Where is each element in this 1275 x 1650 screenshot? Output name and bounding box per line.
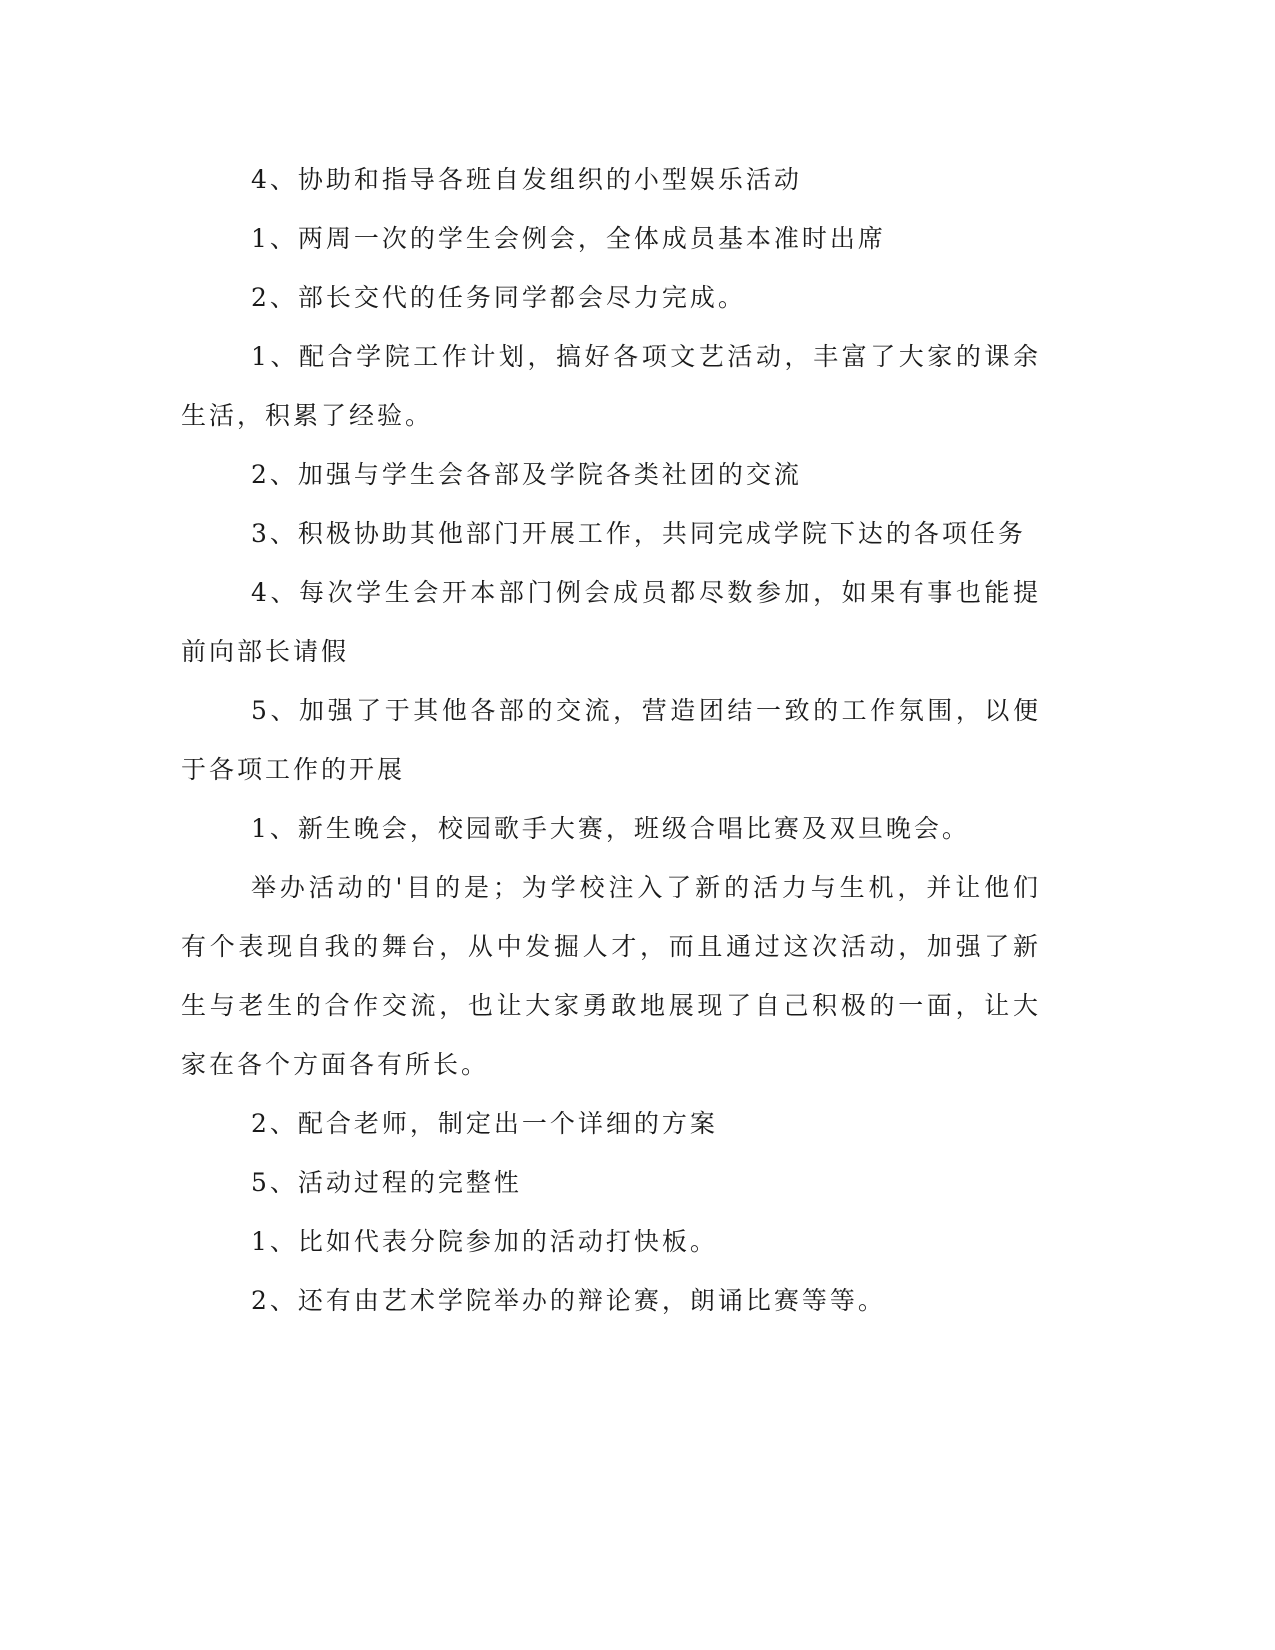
paragraph: 1、配合学院工作计划，搞好各项文艺活动，丰富了大家的课余生活，积累了经验。: [181, 342, 1041, 430]
document-body: [181, 150, 1041, 1330]
paragraph: 1、新生晚会，校园歌手大赛，班级合唱比赛及双旦晚会。: [251, 814, 970, 843]
paragraph: 3、积极协助其他部门开展工作，共同完成学院下达的各项任务: [251, 519, 1026, 548]
paragraph: 4、每次学生会开本部门例会成员都尽数参加，如果有事也能提前向部长请假: [181, 578, 1041, 666]
paragraph: 举办活动的'目的是；为学校注入了新的活力与生机，并让他们有个表现自我的舞台，从中发掘人才，而且通过这次活动，加强了新生与老生的合作交流，也让大家勇敢地展现了自己积极的一面，让大家在各个方面各有所长。: [181, 873, 1042, 1079]
paragraph: 5、加强了于其他各部的交流，营造团结一致的工作氛围，以便于各项工作的开展: [181, 696, 1041, 784]
paragraph: 5、活动过程的完整性: [251, 1168, 522, 1197]
paragraph: 2、还有由艺术学院举办的辩论赛，朗诵比赛等等。: [251, 1286, 886, 1315]
paragraph: 2、加强与学生会各部及学院各类社团的交流: [251, 460, 802, 489]
paragraph: 2、配合老师，制定出一个详细的方案: [251, 1109, 718, 1138]
paragraph: 1、两周一次的学生会例会，全体成员基本准时出席: [251, 224, 886, 253]
paragraph: 2、部长交代的任务同学都会尽力完成。: [251, 283, 746, 312]
paragraph: 4、协助和指导各班自发组织的小型娱乐活动: [251, 165, 802, 194]
paragraph: 1、比如代表分院参加的活动打快板。: [251, 1227, 718, 1256]
